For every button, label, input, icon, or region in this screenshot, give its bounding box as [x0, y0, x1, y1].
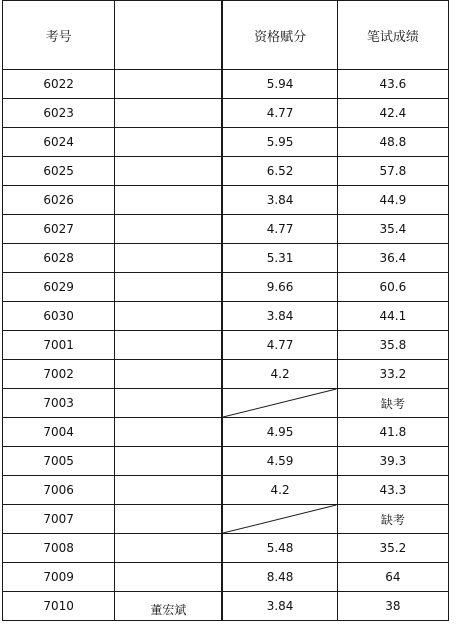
- cell-written-score: 39.3: [337, 447, 448, 476]
- cell-written-score: 64: [337, 563, 448, 592]
- diagonal-line: [223, 505, 336, 533]
- cell-written-score: 42.4: [337, 99, 448, 128]
- cell-name: [115, 563, 222, 592]
- table-row: [3, 505, 449, 534]
- table-row: [3, 273, 449, 302]
- table-row: [3, 592, 449, 621]
- cell-name: [115, 505, 222, 534]
- header-qualification-score: 资格赋分: [223, 1, 337, 70]
- table-row: [3, 563, 449, 592]
- score-table-body: [3, 1, 449, 621]
- cell-name: [115, 534, 222, 563]
- cell-name: [115, 360, 222, 389]
- cell-exam-no: 6029: [3, 273, 115, 302]
- cell-name: [115, 70, 222, 99]
- cell-exam-no: 7002: [3, 360, 115, 389]
- table-row: [3, 360, 449, 389]
- table-row: [3, 186, 449, 215]
- cell-name: [115, 157, 222, 186]
- header-exam-no: 考号: [3, 1, 115, 70]
- cell-written-score: 35.2: [337, 534, 448, 563]
- cell-exam-no: 7006: [3, 476, 115, 505]
- cell-qualification-score-struck: [223, 389, 337, 418]
- cell-qualification-score: 5.95: [223, 128, 337, 157]
- cell-name: [115, 186, 222, 215]
- cell-written-score: 缺考: [337, 389, 448, 418]
- cell-name: [115, 331, 222, 360]
- score-table: [2, 0, 449, 621]
- cell-written-score: 43.6: [337, 70, 448, 99]
- cell-exam-no: 7007: [3, 505, 115, 534]
- cell-qualification-score-struck: [223, 505, 337, 534]
- cell-qualification-score: 4.77: [223, 99, 337, 128]
- table-row: [3, 418, 449, 447]
- cell-qualification-score: 4.59: [223, 447, 337, 476]
- cell-written-score: 44.9: [337, 186, 448, 215]
- cell-exam-no: 6022: [3, 70, 115, 99]
- table-row: [3, 331, 449, 360]
- cell-written-score: 57.8: [337, 157, 448, 186]
- cell-written-score: 48.8: [337, 128, 448, 157]
- cell-qualification-score: 3.84: [223, 186, 337, 215]
- cell-qualification-score: 4.2: [223, 476, 337, 505]
- cell-qualification-score: 6.52: [223, 157, 337, 186]
- cell-exam-no: 7004: [3, 418, 115, 447]
- cell-written-score: 60.6: [337, 273, 448, 302]
- cell-name: [115, 302, 222, 331]
- cell-name: [115, 476, 222, 505]
- cell-written-score: 41.8: [337, 418, 448, 447]
- cell-written-score: 35.8: [337, 331, 448, 360]
- cell-exam-no: 7001: [3, 331, 115, 360]
- table-row: [3, 302, 449, 331]
- cell-written-score: 33.2: [337, 360, 448, 389]
- diagonal-line: [223, 389, 336, 417]
- cell-exam-no: 7003: [3, 389, 115, 418]
- cell-written-score: 缺考: [337, 505, 448, 534]
- cell-exam-no: 6026: [3, 186, 115, 215]
- cell-name: [115, 592, 222, 621]
- cell-exam-no: 7009: [3, 563, 115, 592]
- cell-name-text: 董宏斌: [150, 603, 187, 617]
- table-row: [3, 476, 449, 505]
- table-row: [3, 534, 449, 563]
- cell-written-score: 43.3: [337, 476, 448, 505]
- cell-exam-no: 7005: [3, 447, 115, 476]
- cell-written-score: 44.1: [337, 302, 448, 331]
- table-row: [3, 157, 449, 186]
- table-row: [3, 447, 449, 476]
- table-row: [3, 99, 449, 128]
- cell-qualification-score: 8.48: [223, 563, 337, 592]
- cell-qualification-score: 9.66: [223, 273, 337, 302]
- cell-qualification-score: 4.2: [223, 360, 337, 389]
- cell-exam-no: 7010: [3, 592, 115, 621]
- table-row: [3, 244, 449, 273]
- cell-name: [115, 128, 222, 157]
- cell-written-score: 38: [337, 592, 448, 621]
- cell-qualification-score: 4.77: [223, 215, 337, 244]
- cell-name: [115, 447, 222, 476]
- header-name: [115, 1, 222, 70]
- cell-exam-no: 6023: [3, 99, 115, 128]
- cell-exam-no: 6030: [3, 302, 115, 331]
- cell-name: [115, 215, 222, 244]
- cell-qualification-score: 5.94: [223, 70, 337, 99]
- cell-exam-no: 7008: [3, 534, 115, 563]
- diagonal-strike-line: [223, 505, 336, 533]
- cell-qualification-score: 3.84: [223, 302, 337, 331]
- cell-exam-no: 6025: [3, 157, 115, 186]
- cell-name: [115, 418, 222, 447]
- cell-name: [115, 389, 222, 418]
- table-row: [3, 70, 449, 99]
- table-row: [3, 215, 449, 244]
- cell-written-score: 36.4: [337, 244, 448, 273]
- cell-name: [115, 99, 222, 128]
- header-row: [3, 1, 449, 70]
- header-written-score: 笔试成绩: [337, 1, 448, 70]
- cell-written-score: 35.4: [337, 215, 448, 244]
- cell-qualification-score: 4.77: [223, 331, 337, 360]
- cell-qualification-score: 5.48: [223, 534, 337, 563]
- cell-exam-no: 6024: [3, 128, 115, 157]
- table-row: [3, 128, 449, 157]
- cell-name: [115, 244, 222, 273]
- cell-exam-no: 6028: [3, 244, 115, 273]
- diagonal-strike-line: [223, 389, 336, 417]
- cell-exam-no: 6027: [3, 215, 115, 244]
- cell-name: [115, 273, 222, 302]
- cell-qualification-score: 3.84: [223, 592, 337, 621]
- cell-qualification-score: 4.95: [223, 418, 337, 447]
- table-row: [3, 389, 449, 418]
- cell-qualification-score: 5.31: [223, 244, 337, 273]
